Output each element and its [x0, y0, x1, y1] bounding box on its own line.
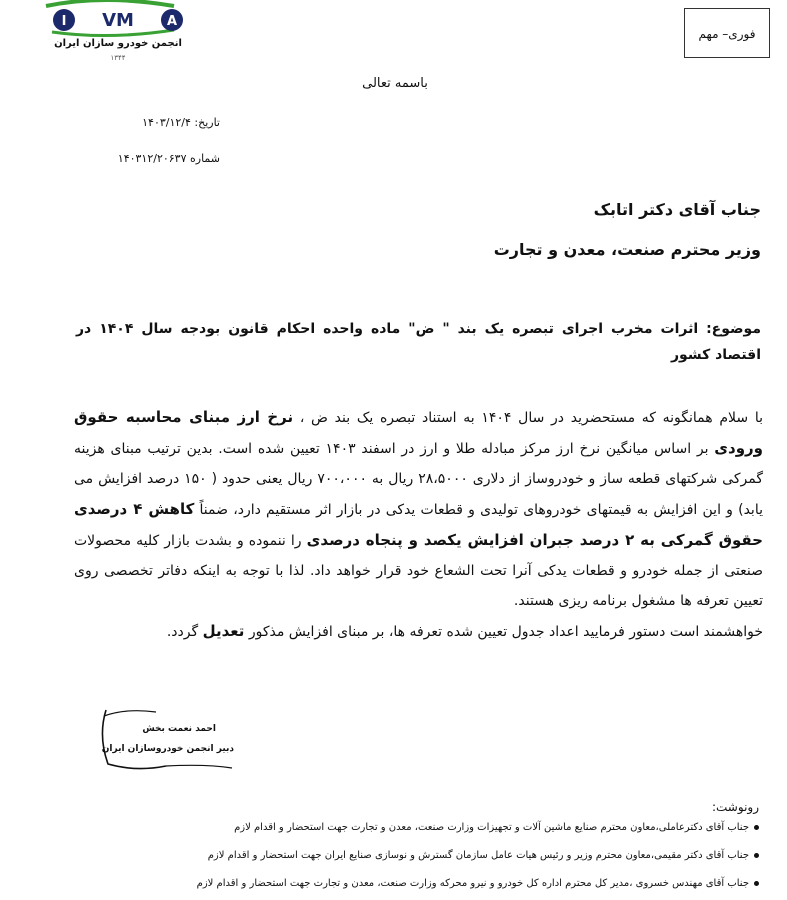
letter-date: تاریخ: ۱۴۰۳/۱۲/۴ — [142, 116, 220, 129]
organization-logo — [24, 0, 192, 72]
urgency-label: فوری– مهم — [698, 27, 756, 41]
body-highlight-exchange-rate: نرخ ارز مبنای محاسبه حقوق ورودی — [74, 408, 763, 457]
svg-text:I: I — [61, 14, 67, 29]
signature-stamp — [96, 706, 236, 772]
organization-name: انجمن خودرو سازان ایران — [54, 38, 182, 49]
bullet-icon — [754, 881, 759, 886]
signatory-name: احمد نعمت بخش — [142, 724, 216, 734]
bullet-icon — [754, 825, 759, 830]
organization-year: ۱۳۴۴ — [110, 54, 126, 62]
cc-item: جناب آقای مهندس خسروی ،مدیر کل محترم اداره کل خودرو و نیرو محرکه وزارت صنعت، معدن و تجارت جهت استحضار و اقدام لازم — [110, 878, 759, 889]
ivma-logo-icon — [24, 0, 194, 40]
body-details: بر اساس میانگین نرخ ارز مرکز مبادله طلا و ارز در اسفند ۱۴۰۳ تعیین شده است. بدین ترتیب مبنای هزینه گمرکی شرکتهای قطعه ساز و خودروساز از دلاری ۲۸،۵۰۰۰ ریال به ۷۰۰،۰۰۰ ریال یعنی حدود ( ۱۵۰ درصد افزایش می یابد) و این افزایش به قیمتهای خودروهای تولیدی و قطعات یدکی در بازار اثر مستقیم دارد، ضمناً — [74, 441, 763, 518]
urgency-box — [684, 8, 770, 58]
letter-number: شماره ۱۴۰۳۱۲/۲۰۶۳۷ — [117, 152, 220, 165]
signatory-title: دبیر انجمن خودروسازان ایران — [101, 744, 234, 754]
svg-text:A: A — [166, 14, 178, 29]
addressee-name: جناب آقای دکتر اتابک — [593, 200, 761, 219]
basmala-heading: باسمه تعالی — [362, 76, 428, 91]
addressee-title: وزیر محترم صنعت، معدن و تجارت — [493, 240, 761, 259]
body-consequence: را ننموده و بشدت بازار کلیه محصولات صنعتی از جمله خودرو و قطعات یدکی آنرا تحت الشعاع خود قرار خواهد داد. لذا با توجه به اینکه دفاتر تخصصی روی تعیین تعرفه ها مشغول برنامه ریزی هستند. — [74, 533, 763, 609]
bullet-icon — [754, 853, 759, 858]
body-highlight-customs: کاهش ۴ درصدی حقوق گمرکی به ۲ درصد جبران افزایش یکصد و پنجاه درصدی — [74, 500, 763, 549]
letter-body — [74, 402, 763, 647]
body-intro: با سلام همانگونه که مستحضرید در سال ۱۴۰۴ به استناد تبصره یک بند ض ، — [299, 410, 763, 426]
body-highlight-adjust: تعدیل — [202, 622, 245, 640]
body-request: خواهشمند است دستور فرمایید اعداد جدول تعیین شده تعرفه ها، بر مبنای افزایش مذکور — [248, 624, 763, 640]
letter-subject: موضوع: اثرات مخرب اجرای تبصره یک بند " ض" ماده واحده احکام قانون بودجه سال ۱۴۰۴ در اقتصاد کشور — [76, 321, 761, 363]
svg-text:VM: VM — [102, 10, 134, 31]
cc-item: جناب آقای دکترعاملی،معاون محترم صنایع ماشین آلات و تجهیزات وزارت صنعت، معدن و تجارت جهت استحضار و اقدام لازم — [110, 822, 759, 833]
signature-scribble-icon — [96, 706, 236, 772]
body-request-end: گردد. — [166, 624, 199, 640]
cc-heading: رونوشت: — [711, 800, 759, 814]
cc-item: جناب آقای دکتر مقیمی،معاون محترم وزیر و رئیس هیات عامل سازمان گسترش و نوسازی صنایع ایران جهت استحضار و اقدام لازم — [110, 850, 759, 861]
